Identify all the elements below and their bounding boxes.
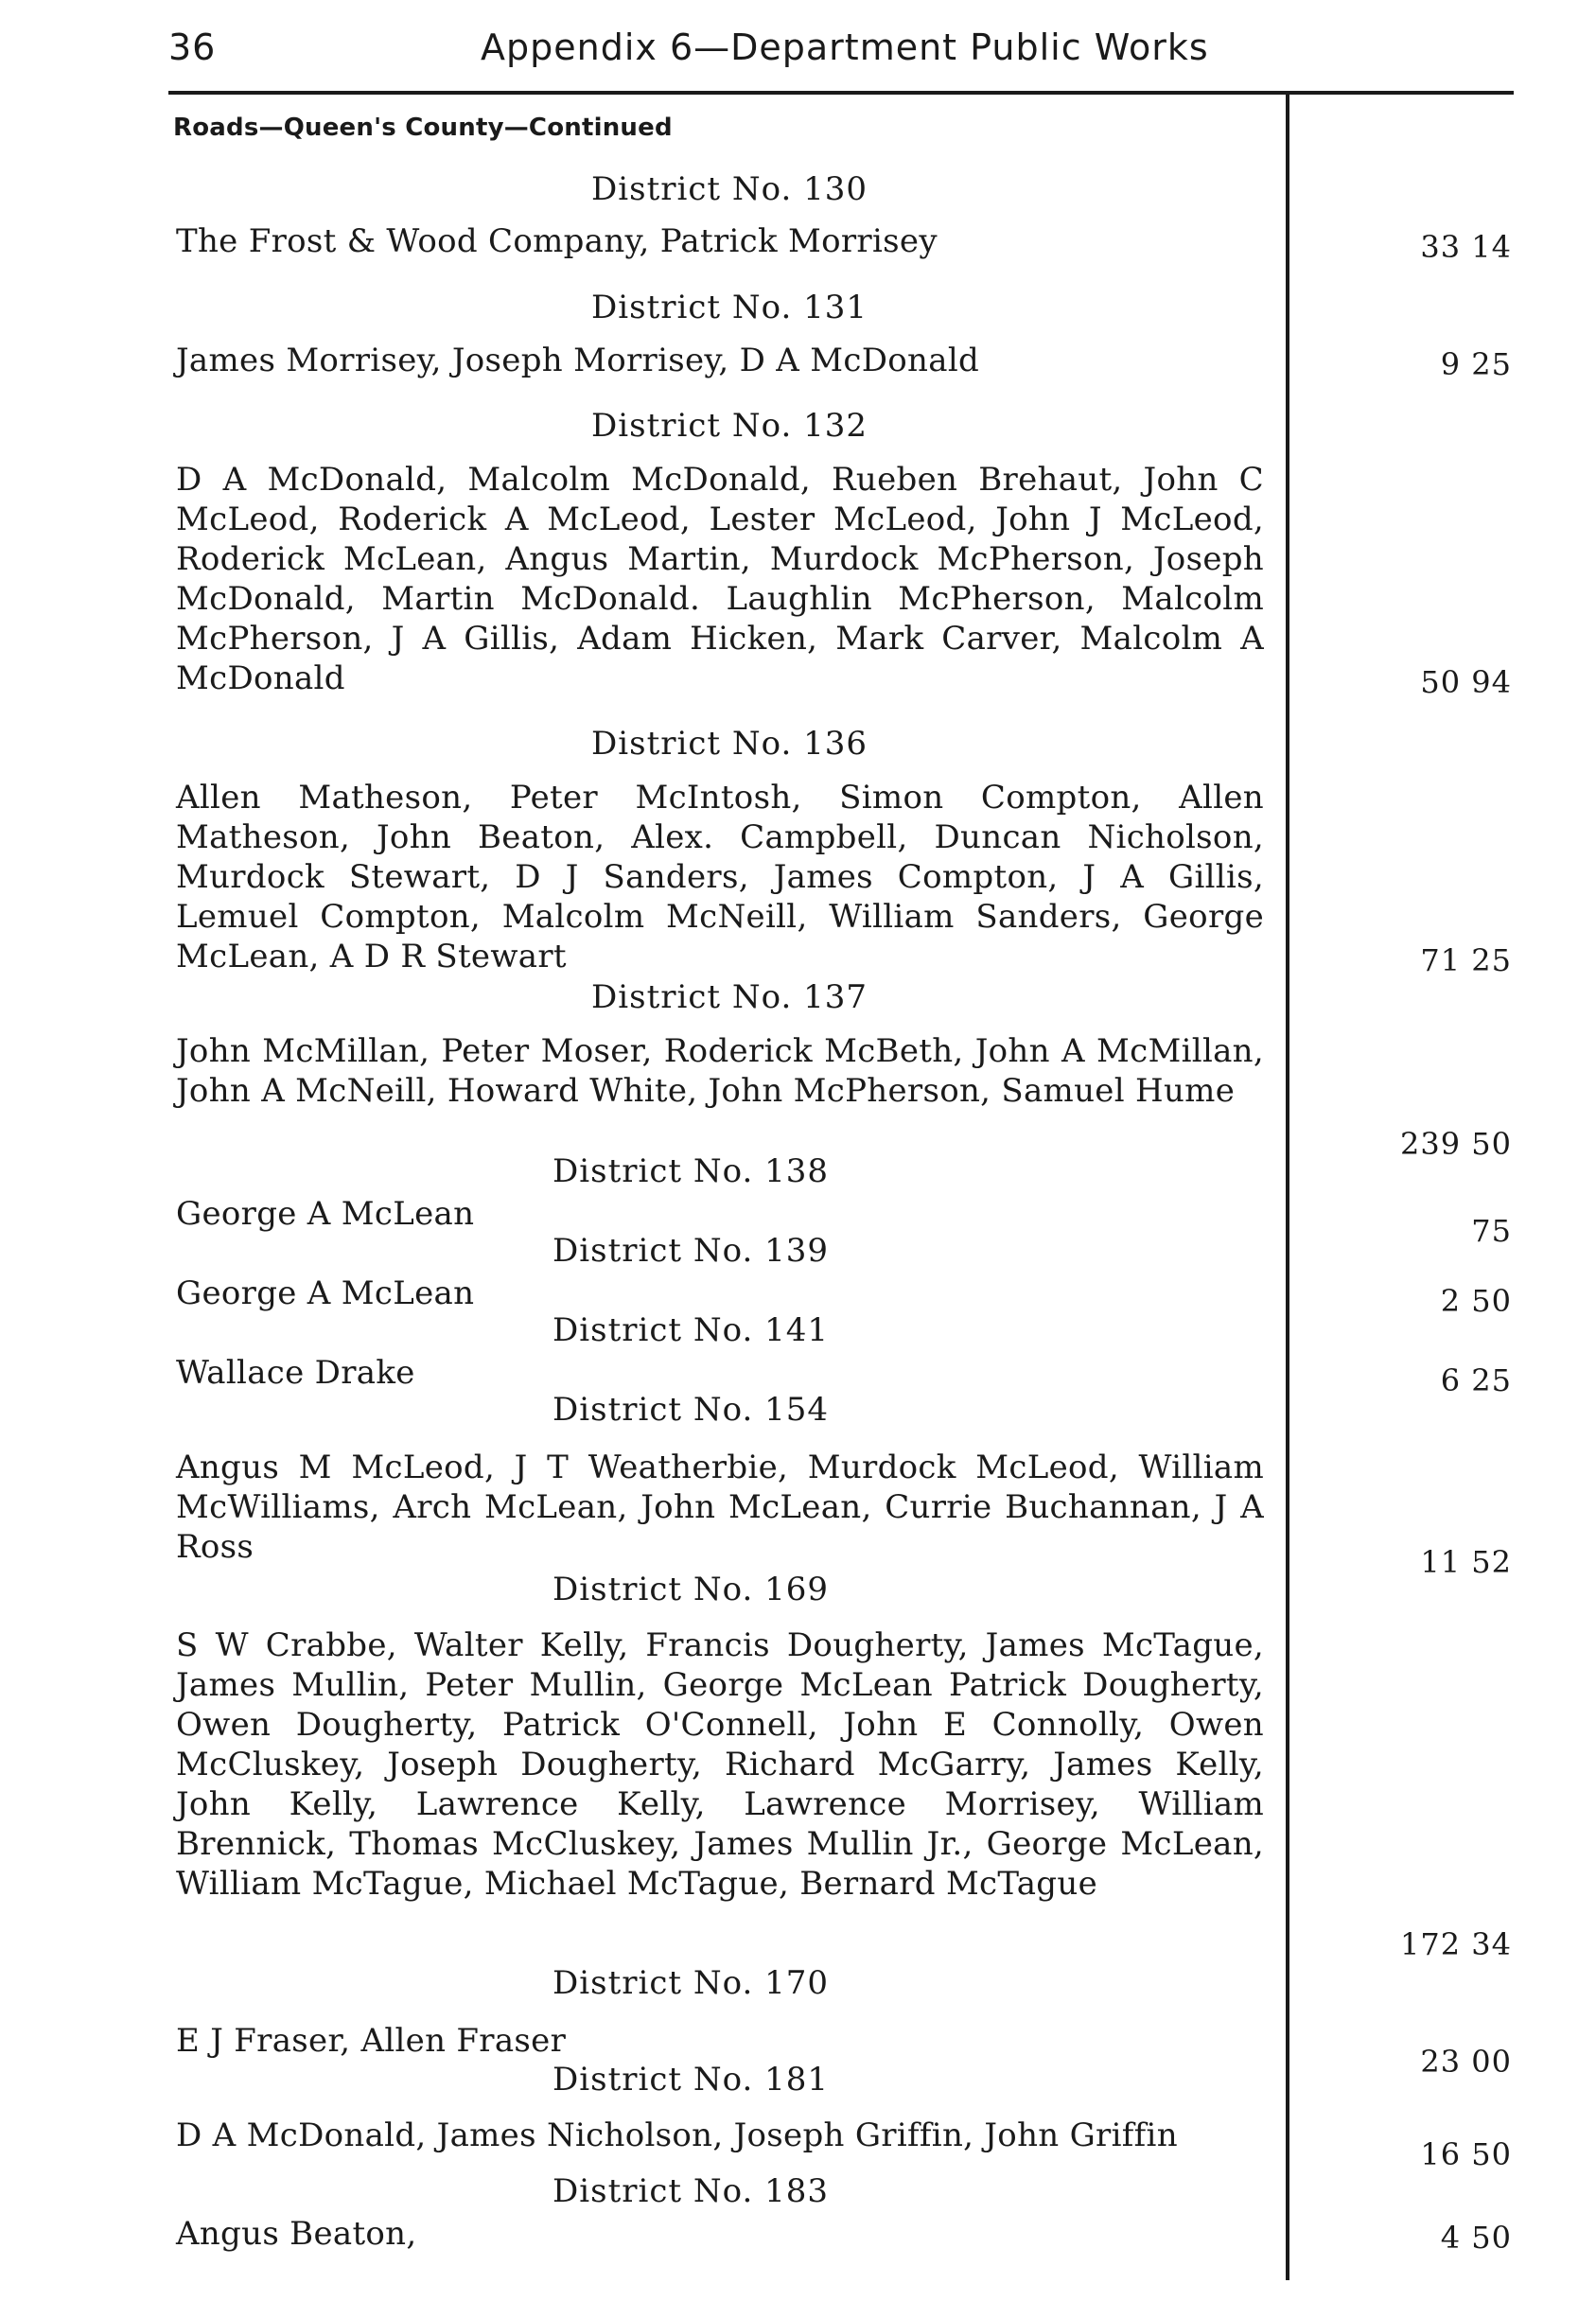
district-amount: 6 25: [1440, 1362, 1512, 1398]
district-heading: District No. 131: [590, 289, 868, 326]
district-amount: 2 50: [1440, 1283, 1512, 1319]
district-amount: 33 14: [1420, 229, 1512, 265]
district-names: D A McDonald, James Nicholson, Joseph Griffin, John Griffin: [176, 2117, 1178, 2154]
district-amount: 239 50: [1400, 1126, 1512, 1162]
district-amount: 71 25: [1420, 942, 1512, 978]
district-names: James Morrisey, Joseph Morrisey, D A McDonald: [176, 342, 980, 379]
district-heading: District No. 170: [552, 1964, 830, 2002]
district-names: The Frost & Wood Company, Patrick Morrisey: [176, 222, 938, 260]
district-heading: District No. 132: [590, 407, 868, 445]
district-heading: District No. 181: [552, 2061, 830, 2099]
running-title: Appendix 6—Department Public Works: [481, 26, 1209, 68]
district-amount: 9 25: [1440, 346, 1512, 382]
district-names: Angus M McLeod, J T Weatherbie, Murdock McLeod, William McWilliams, Arch McLean, John McLean, Currie Buchannan, J A Ross: [176, 1449, 1264, 1566]
district-amount: 4 50: [1440, 2220, 1512, 2256]
district-names: Wallace Drake: [176, 1354, 415, 1392]
district-names: D A McDonald, Malcolm McDonald, Rueben Brehaut, John C McLeod, Roderick A McLeod, Lester McLeod, John J McLeod, Roderick McLean, Angus Martin, Murdock McPherson, Joseph McDonald, Martin McDonald. Laughlin McPherson, Malcolm McPherson, J A Gillis, Adam Hicken, Mark Carver, Malcolm A McDonald: [176, 461, 1264, 697]
district-names: George A McLean: [176, 1195, 475, 1233]
district-names: S W Crabbe, Walter Kelly, Francis Dougherty, James McTague, James Mullin, Peter Mullin, George McLean Patrick Dougherty, Owen Dougherty, Patrick O'Connell, John E Connolly, Owen McCluskey, Joseph Dougherty, Richard McGarry, James Kelly, John Kelly, Lawrence Kelly, Lawrence Morrisey, William Brennick, Thomas McCluskey, James Mullin Jr., George McLean, William McTague, Michael McTague, Bernard McTague: [176, 1626, 1264, 1903]
district-heading: District No. 130: [590, 170, 868, 208]
district-amount: 172 34: [1400, 1926, 1512, 1962]
district-heading: District No. 169: [552, 1571, 830, 1608]
page-number: 36: [168, 26, 217, 68]
district-names: Angus Beaton,: [176, 2215, 417, 2253]
district-names: Allen Matheson, Peter McIntosh, Simon Compton, Allen Matheson, John Beaton, Alex. Campbell, Duncan Nicholson, Murdock Stewart, D J Sanders, James Compton, J A Gillis, Lemuel Compton, Malcolm McNeill, William Sanders, George McLean, A D R Stewart: [176, 779, 1264, 975]
district-amount: 23 00: [1420, 2044, 1512, 2080]
district-heading: District No. 141: [552, 1311, 830, 1349]
section-heading: Roads—Queen's County—Continued: [173, 114, 673, 142]
district-names: George A McLean: [176, 1274, 475, 1312]
district-heading: District No. 136: [590, 725, 868, 763]
district-heading: District No. 154: [552, 1391, 830, 1429]
district-amount: 16 50: [1420, 2136, 1512, 2172]
district-heading: District No. 183: [552, 2172, 830, 2210]
district-heading: District No. 138: [552, 1152, 830, 1190]
district-names: John McMillan, Peter Moser, Roderick McBeth, John A McMillan, John A McNeill, Howard White, John McPherson, Samuel Hume: [176, 1032, 1264, 1110]
district-heading: District No. 137: [590, 978, 868, 1016]
district-amount: 11 52: [1420, 1544, 1512, 1580]
district-amount: 75: [1471, 1213, 1512, 1249]
district-heading: District No. 139: [552, 1232, 830, 1270]
district-amount: 50 94: [1420, 664, 1512, 700]
district-names: E J Fraser, Allen Fraser: [176, 2022, 567, 2060]
